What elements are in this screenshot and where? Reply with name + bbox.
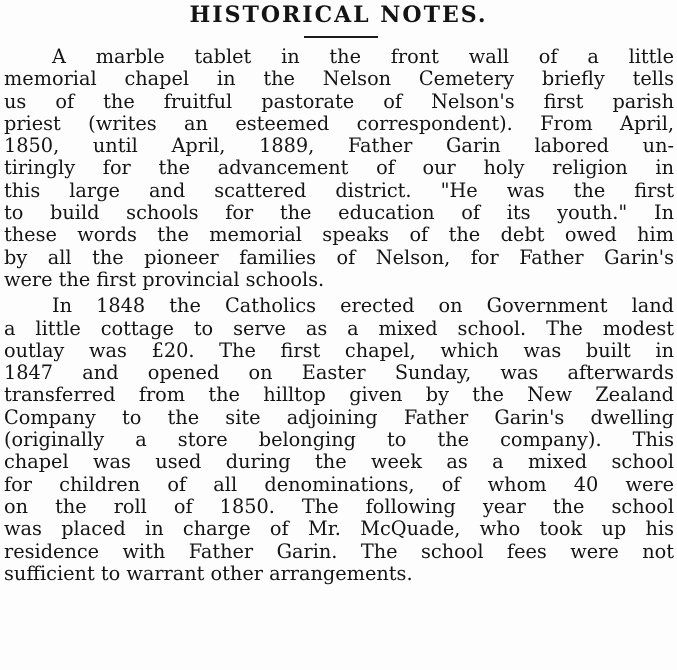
text-line: this large and scattered district. "He was the first: [4, 179, 674, 202]
text-line: (originally a store belonging to the company). This: [4, 429, 674, 452]
paragraph-2: [4, 295, 674, 585]
text-line: outlay was £20. The first chapel, which was built in: [4, 339, 674, 362]
text-line: a little cottage to serve as a mixed school. The modest: [4, 317, 674, 340]
text-line: priest (writes an esteemed correspondent). From April,: [4, 112, 674, 135]
text-line: was placed in charge of Mr. McQuade, who took up his: [4, 518, 674, 541]
text-line: In 1848 the Catholics erected on Government land: [52, 295, 674, 318]
text-line: tiringly for the advancement of our holy religion in: [4, 157, 674, 180]
text-line: A marble tablet in the front wall of a little: [52, 46, 674, 68]
text-line: to build schools for the education of its youth." In: [4, 202, 674, 225]
article-title: HISTORICAL NOTES.: [189, 2, 488, 28]
text-line: sufficient to warrant other arrangements.: [4, 562, 413, 585]
text-line: transferred from the hilltop given by the New Zealand: [4, 384, 674, 407]
title-rule: [304, 36, 378, 38]
text-line: Company to the site adjoining Father Garin's dwelling: [4, 406, 674, 429]
text-line: by all the pioneer families of Nelson, for Father Garin's: [4, 246, 674, 269]
text-line: memorial chapel in the Nelson Cemetery briefly tells: [4, 68, 674, 91]
paragraph-1: [4, 46, 674, 291]
text-line: 1847 and opened on Easter Sunday, was afterwards: [4, 362, 674, 385]
text-line: residence with Father Garin. The school fees were not: [4, 540, 674, 563]
text-line: on the roll of 1850. The following year the school: [4, 495, 674, 518]
text-line: were the first provincial schools.: [4, 268, 325, 291]
text-line: chapel was used during the week as a mixed school: [4, 451, 674, 474]
text-line: us of the fruitful pastorate of Nelson's first parish: [4, 90, 674, 113]
text-line: these words the memorial speaks of the debt owed him: [4, 224, 674, 247]
text-line: for children of all denominations, of whom 40 were: [4, 473, 674, 496]
article-body: [4, 46, 674, 585]
text-line: 1850, until April, 1889, Father Garin labored un-: [4, 135, 674, 158]
